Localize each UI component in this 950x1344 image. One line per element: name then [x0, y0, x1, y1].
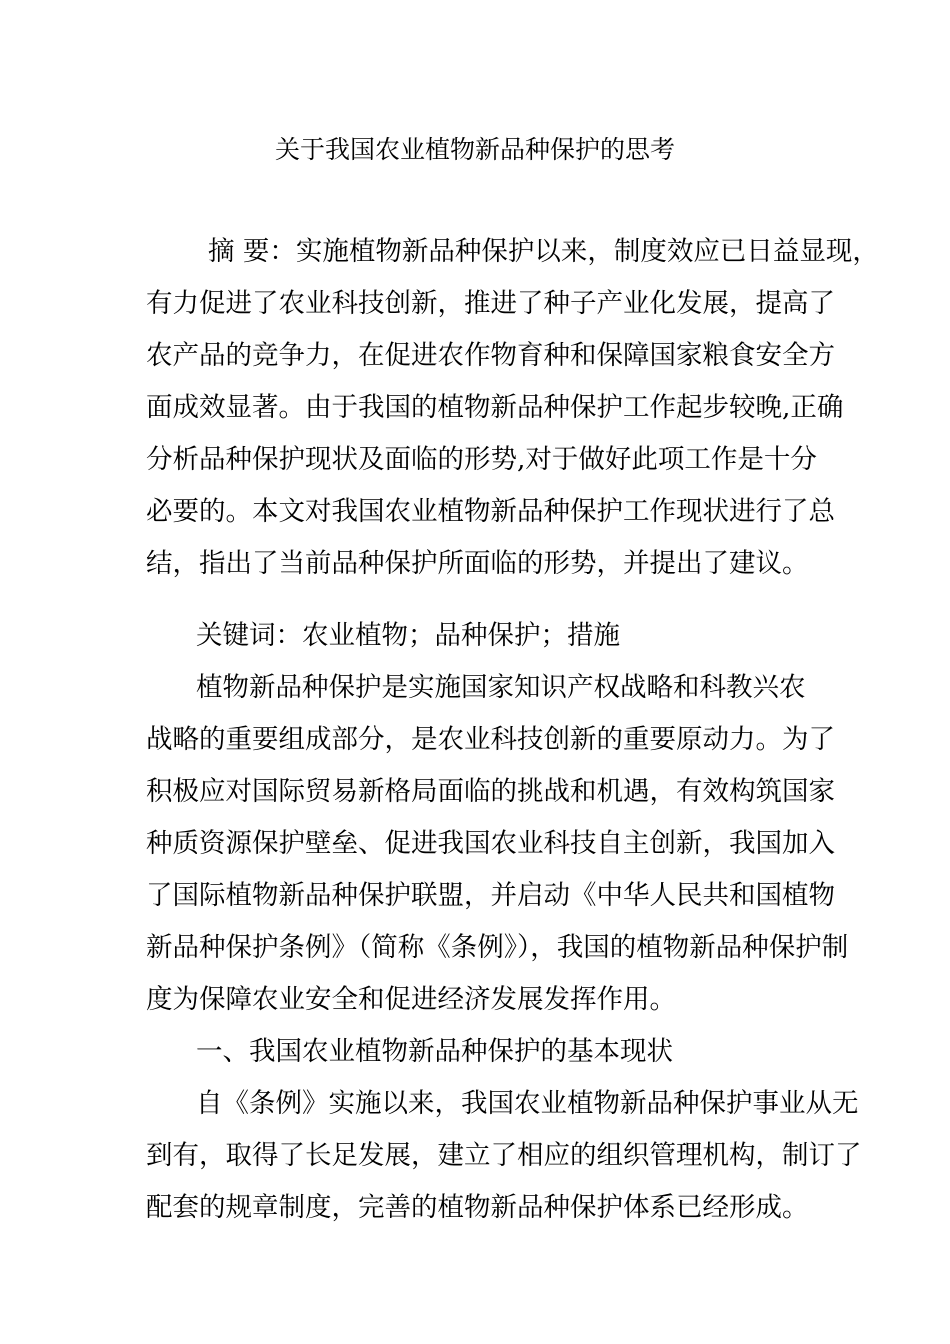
- section-line: 到有，取得了长足发展，建立了相应的组织管理机构，制订了: [146, 1140, 862, 1171]
- intro-line: 积极应对国际贸易新格局面临的挑战和机遇，有效构筑国家: [146, 776, 835, 807]
- abstract-line: 有力促进了农业科技创新，推进了种子产业化发展，提高了: [146, 288, 835, 319]
- abstract-line: 面成效显著。由于我国的植物新品种保护工作起步较晚,正确: [146, 392, 844, 423]
- section-line: 配套的规章制度，完善的植物新品种保护体系已经形成。: [146, 1192, 809, 1223]
- abstract-line: 农产品的竞争力，在促进农作物育种和保障国家粮食安全方: [146, 340, 835, 371]
- section-line: 自《条例》实施以来，我国农业植物新品种保护事业从无: [196, 1088, 859, 1119]
- intro-line: 新品种保护条例》（简称《条例》），我国的植物新品种保护制: [146, 932, 849, 963]
- keywords-line: 关键词：农业植物；品种保护；措施: [196, 620, 620, 651]
- abstract-line: 结，指出了当前品种保护所面临的形势，并提出了建议。: [146, 548, 809, 579]
- intro-line: 种质资源保护壁垒、促进我国农业科技自主创新，我国加入: [146, 828, 835, 859]
- section-heading: 一、我国农业植物新品种保护的基本现状: [196, 1036, 673, 1067]
- abstract-line: 摘 要：实施植物新品种保护以来，制度效应已日益显现，: [208, 236, 879, 267]
- intro-line: 度为保障农业安全和促进经济发展发挥作用。: [146, 984, 676, 1015]
- abstract-line: 分析品种保护现状及面临的形势,对于做好此项工作是十分: [146, 444, 817, 475]
- document-title: 关于我国农业植物新品种保护的思考: [274, 135, 675, 164]
- intro-line: 植物新品种保护是实施国家知识产权战略和科教兴农: [196, 672, 806, 703]
- intro-line: 了国际植物新品种保护联盟，并启动《中华人民共和国植物: [146, 880, 835, 911]
- abstract-line: 必要的。本文对我国农业植物新品种保护工作现状进行了总: [146, 496, 835, 527]
- intro-line: 战略的重要组成部分，是农业科技创新的重要原动力。为了: [146, 724, 835, 755]
